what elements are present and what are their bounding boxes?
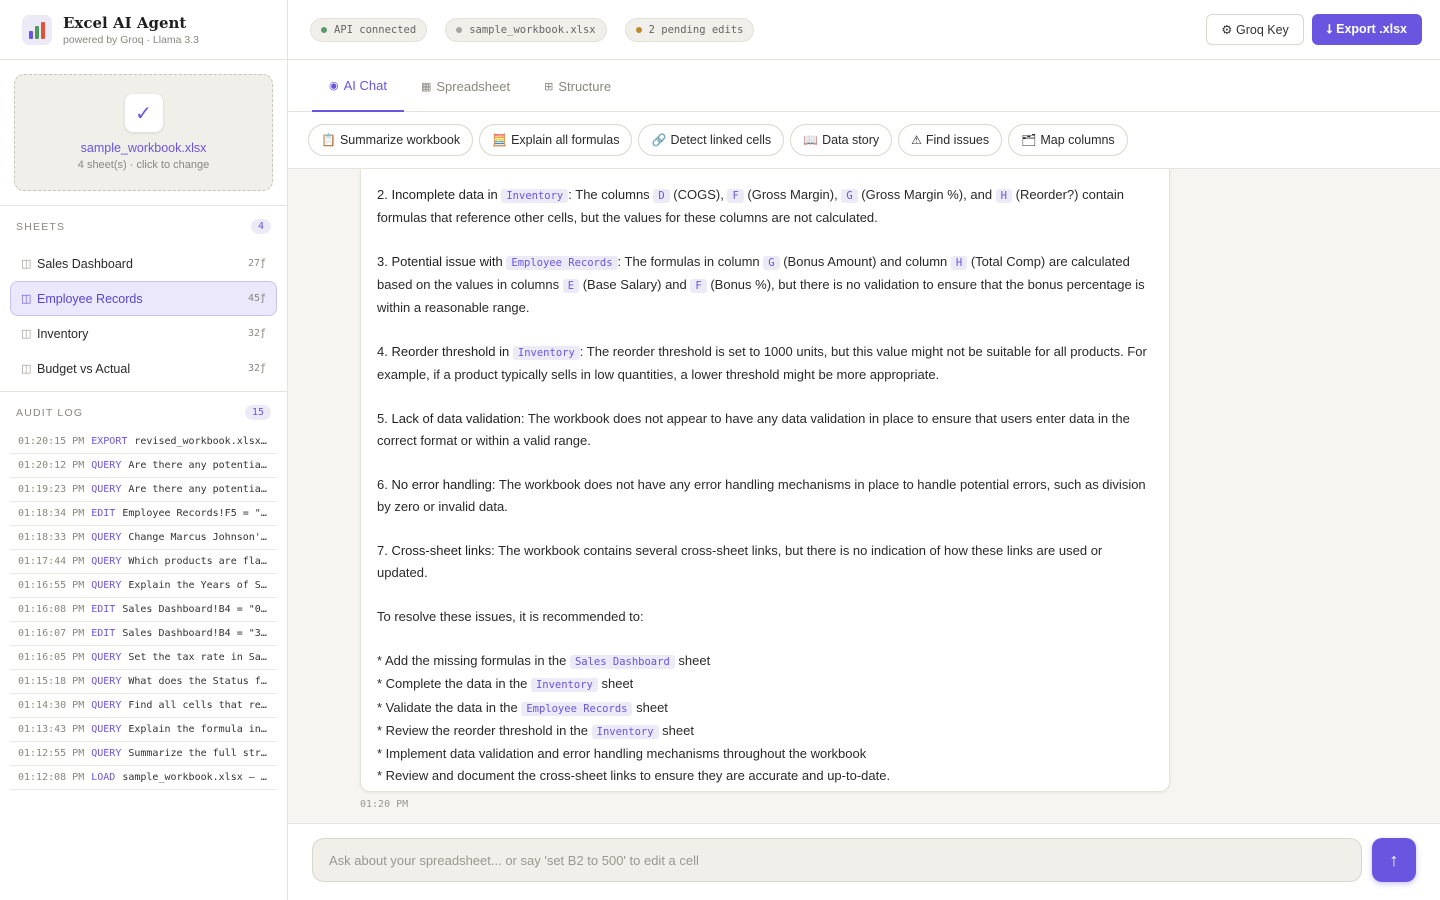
audit-text: Sales Dashboard!B4 = "3… bbox=[122, 628, 267, 639]
status-dot-icon bbox=[321, 27, 327, 33]
send-arrow-icon[interactable]: ↑ bbox=[1372, 838, 1416, 882]
audit-text: revised_workbook.xlsx… bbox=[134, 436, 267, 447]
list-item: * Review the reorder threshold in the Inventory sheet bbox=[377, 722, 694, 738]
message-paragraph: 6. No error handling: The workbook does not have any error handling mechanisms in place to handle potential errors, such as division by zero or invalid data. bbox=[377, 477, 1146, 514]
audit-log-row[interactable] bbox=[10, 550, 277, 574]
audit-time: 01:14:30 PM bbox=[18, 700, 85, 711]
bar-chart-icon bbox=[22, 15, 52, 45]
api-status-text: API connected bbox=[334, 23, 417, 36]
formula-count: 32ƒ bbox=[247, 328, 266, 339]
sheet-chip: Employee Records bbox=[521, 702, 632, 716]
audit-time: 01:20:12 PM bbox=[18, 460, 85, 471]
message-paragraph: To resolve these issues, it is recommended to: bbox=[377, 609, 644, 624]
audit-type: QUERY bbox=[91, 676, 122, 687]
app-subtitle: powered by Groq · Llama 3.3 bbox=[63, 33, 199, 46]
column-chip: D bbox=[653, 189, 669, 203]
quick-action-label: Detect linked cells bbox=[670, 133, 772, 147]
checkmark-icon: ✓ bbox=[125, 94, 163, 132]
sheet-item-employee-records[interactable] bbox=[10, 281, 277, 316]
audit-log-row[interactable] bbox=[10, 478, 277, 502]
data-story-button[interactable] bbox=[790, 124, 892, 156]
audit-count-badge: 15 bbox=[245, 405, 271, 420]
audit-log-row[interactable] bbox=[10, 694, 277, 718]
quick-action-label: Data story bbox=[822, 133, 880, 147]
sheet-name: Inventory bbox=[37, 326, 89, 341]
message-paragraph: 3. Potential issue with Employee Records : The formulas in column G (Bonus Amount) and column H (Total Comp) are calculated based on the values in columns E (Base Salary) and F (Bonus %), but there is no validation to ensure that the bonus percentage is within a reasonable range. bbox=[377, 254, 1145, 315]
audit-log-row[interactable] bbox=[10, 670, 277, 694]
warning-icon: ⚠ bbox=[911, 133, 922, 147]
audit-text: Sales Dashboard!B4 = "0… bbox=[122, 604, 267, 615]
quick-action-label: Map columns bbox=[1040, 133, 1115, 147]
audit-type: LOAD bbox=[91, 772, 116, 783]
list-item: * Review and document the cross-sheet links to ensure they are accurate and up-to-date. bbox=[377, 768, 891, 784]
detect-linked-cells-button[interactable] bbox=[638, 124, 784, 156]
audit-log-list bbox=[0, 430, 287, 790]
audit-time: 01:17:44 PM bbox=[18, 556, 85, 567]
audit-time: 01:16:07 PM bbox=[18, 628, 85, 639]
sheet-chip: Inventory bbox=[513, 346, 580, 360]
chat-input[interactable] bbox=[312, 838, 1362, 882]
audit-time: 01:18:34 PM bbox=[18, 508, 85, 519]
audit-time: 01:13:43 PM bbox=[18, 724, 85, 735]
sheet-item-inventory[interactable] bbox=[10, 316, 277, 351]
folder-index-icon: 🗂 bbox=[1021, 133, 1037, 147]
chat-input-bar bbox=[288, 823, 1440, 900]
message-paragraph: 5. Lack of data validation: The workbook does not appear to have any data validation in place to ensure that users enter data in the correct format or within a valid range. bbox=[377, 411, 1130, 448]
audit-text: Employee Records!F5 = "… bbox=[122, 508, 267, 519]
abacus-icon: 🧮 bbox=[492, 133, 508, 147]
audit-log-row[interactable] bbox=[10, 430, 277, 454]
sheet-grid-icon: ◫ bbox=[21, 258, 32, 270]
audit-time: 01:12:55 PM bbox=[18, 748, 85, 759]
audit-time: 01:12:08 PM bbox=[18, 772, 85, 783]
find-issues-button[interactable] bbox=[898, 124, 1002, 156]
audit-log-label: AUDIT LOG bbox=[16, 406, 84, 419]
audit-type: QUERY bbox=[91, 556, 122, 567]
audit-log-row[interactable] bbox=[10, 454, 277, 478]
column-chip: F bbox=[727, 189, 743, 203]
sheet-name: Employee Records bbox=[37, 291, 143, 306]
uploaded-filename: sample_workbook.xlsx bbox=[80, 141, 207, 155]
tab-label: Spreadsheet bbox=[436, 78, 511, 94]
audit-type: QUERY bbox=[91, 532, 122, 543]
audit-text: Explain the formula in… bbox=[128, 724, 267, 735]
sheet-chip: Inventory bbox=[592, 725, 659, 739]
audit-log-row[interactable] bbox=[10, 526, 277, 550]
audit-text: Are there any potentia… bbox=[128, 460, 267, 471]
audit-type: QUERY bbox=[91, 460, 122, 471]
audit-type: QUERY bbox=[91, 748, 122, 759]
summarize-workbook-button[interactable] bbox=[308, 124, 473, 156]
chat-radio-icon: ◉ bbox=[329, 79, 339, 92]
audit-time: 01:19:23 PM bbox=[18, 484, 85, 495]
message-timestamp: 01:20 PM bbox=[360, 799, 409, 810]
tab-ai-chat[interactable] bbox=[312, 60, 404, 112]
map-columns-button[interactable] bbox=[1008, 124, 1128, 156]
sheet-grid-icon: ◫ bbox=[21, 328, 32, 340]
audit-type: EXPORT bbox=[91, 436, 128, 447]
status-dot-icon bbox=[636, 27, 642, 33]
sheet-name: Sales Dashboard bbox=[37, 256, 133, 271]
audit-text: Find all cells that re… bbox=[128, 700, 267, 711]
groq-key-button[interactable]: ⚙ Groq Key bbox=[1206, 14, 1303, 45]
app-title: Excel AI Agent bbox=[63, 13, 187, 32]
sheet-item-sales-dashboard[interactable] bbox=[10, 246, 277, 281]
export-xlsx-button[interactable]: ⭣ Export .xlsx bbox=[1312, 14, 1422, 45]
audit-type: QUERY bbox=[91, 724, 122, 735]
audit-time: 01:20:15 PM bbox=[18, 436, 85, 447]
clipboard-icon: 📋 bbox=[321, 133, 336, 147]
audit-time: 01:16:05 PM bbox=[18, 652, 85, 663]
audit-text: Which products are fla… bbox=[128, 556, 267, 567]
api-status-pill bbox=[310, 18, 427, 42]
audit-text: Are there any potentia… bbox=[128, 484, 267, 495]
main-tabs bbox=[288, 60, 1440, 112]
chat-panel[interactable] bbox=[288, 169, 1440, 823]
assistant-message bbox=[360, 169, 1170, 792]
audit-log-row[interactable] bbox=[10, 766, 277, 790]
audit-text: Change Marcus Johnson'… bbox=[128, 532, 267, 543]
tab-spreadsheet[interactable] bbox=[404, 60, 527, 112]
audit-type: EDIT bbox=[91, 604, 116, 615]
link-icon: 🔗 bbox=[651, 133, 667, 147]
sheet-grid-icon: ◫ bbox=[21, 363, 32, 375]
file-status-text: sample_workbook.xlsx bbox=[469, 23, 596, 36]
audit-time: 01:15:18 PM bbox=[18, 676, 85, 687]
column-chip: G bbox=[763, 256, 779, 270]
audit-text: Explain the Years of S… bbox=[128, 580, 267, 591]
formula-count: 27ƒ bbox=[247, 258, 266, 269]
recommendation-list bbox=[377, 650, 1153, 788]
audit-time: 01:16:08 PM bbox=[18, 604, 85, 615]
audit-text: What does the Status f… bbox=[128, 676, 267, 687]
sidebar bbox=[0, 0, 288, 900]
quick-action-label: Explain all formulas bbox=[511, 133, 620, 147]
audit-log-row[interactable] bbox=[10, 598, 277, 622]
audit-log-row[interactable] bbox=[10, 718, 277, 742]
audit-log-row[interactable] bbox=[10, 646, 277, 670]
sheet-item-budget-vs-actual[interactable] bbox=[10, 351, 277, 386]
formula-count: 32ƒ bbox=[247, 363, 266, 374]
sheet-grid-icon: ◫ bbox=[21, 293, 32, 305]
message-paragraph: 4. Reorder threshold in Inventory : The reorder threshold is set to 1000 units, but this value might not be suitable for all products. For example, if a product typically sells in low quantities, a lower threshold might be more appropriate. bbox=[377, 344, 1147, 382]
sheets-count-badge: 4 bbox=[251, 219, 271, 234]
list-item: * Complete the data in the Inventory sheet bbox=[377, 676, 634, 692]
file-status-pill bbox=[445, 18, 606, 42]
status-dot-icon bbox=[456, 27, 462, 33]
audit-type: QUERY bbox=[91, 652, 122, 663]
audit-log-section bbox=[0, 392, 287, 790]
message-paragraph: 2. Incomplete data in Inventory : The columns D (COGS), F (Gross Margin), G (Gross Margin %), and H (Reorder?) contain formulas that reference other cells, but the values for these columns are not calculated. bbox=[377, 187, 1125, 225]
audit-log-row[interactable] bbox=[10, 502, 277, 526]
list-item: * Validate the data in the Employee Records sheet bbox=[377, 699, 668, 715]
audit-time: 01:16:55 PM bbox=[18, 580, 85, 591]
list-item: * Add the missing formulas in the Sales Dashboard sheet bbox=[377, 653, 711, 668]
audit-type: EDIT bbox=[91, 508, 116, 519]
audit-log-row[interactable] bbox=[10, 742, 277, 766]
audit-type: EDIT bbox=[91, 628, 116, 639]
file-upload-zone[interactable] bbox=[14, 74, 273, 191]
column-chip: H bbox=[996, 189, 1012, 203]
audit-text: sample_workbook.xlsx — … bbox=[122, 772, 267, 783]
column-chip: E bbox=[563, 279, 579, 293]
upload-hint: 4 sheet(s) · click to change bbox=[77, 159, 210, 171]
sheets-section bbox=[0, 205, 287, 392]
list-item: * Implement data validation and error handling mechanisms throughout the workbook bbox=[377, 746, 867, 762]
audit-log-row[interactable] bbox=[10, 622, 277, 646]
sheet-chip: Inventory bbox=[531, 678, 598, 692]
quick-action-label: Summarize workbook bbox=[339, 133, 461, 147]
audit-text: Set the tax rate in Sa… bbox=[128, 652, 267, 663]
pending-edits-pill bbox=[625, 18, 755, 42]
explain-formulas-button[interactable] bbox=[479, 124, 632, 156]
audit-type: QUERY bbox=[91, 484, 122, 495]
audit-text: Summarize the full str… bbox=[128, 748, 267, 759]
column-chip: G bbox=[841, 189, 857, 203]
audit-log-row[interactable] bbox=[10, 574, 277, 598]
formula-count: 45ƒ bbox=[247, 293, 266, 304]
audit-type: QUERY bbox=[91, 580, 122, 591]
sheet-chip: Employee Records bbox=[506, 256, 617, 270]
book-icon: 📖 bbox=[803, 133, 819, 147]
tab-label: AI Chat bbox=[343, 77, 387, 93]
brand-header bbox=[0, 0, 287, 60]
column-chip: F bbox=[690, 279, 706, 293]
tab-structure[interactable] bbox=[527, 60, 628, 112]
audit-time: 01:18:33 PM bbox=[18, 532, 85, 543]
quick-action-label: Find issues bbox=[925, 133, 990, 147]
message-paragraph: 7. Cross-sheet links: The workbook contains several cross-sheet links, but there is no indication of how these links are used or updated. bbox=[377, 543, 1103, 580]
audit-type: QUERY bbox=[91, 700, 122, 711]
grid-icon: ▦ bbox=[420, 80, 432, 93]
top-bar bbox=[288, 0, 1440, 60]
quick-actions-bar bbox=[288, 112, 1440, 169]
tab-label: Structure bbox=[558, 78, 612, 94]
sheet-chip: Sales Dashboard bbox=[570, 655, 675, 669]
column-chip: H bbox=[951, 256, 967, 270]
pending-edits-text: 2 pending edits bbox=[648, 23, 744, 36]
structure-icon: ⊞ bbox=[544, 80, 554, 93]
sheet-name: Budget vs Actual bbox=[37, 361, 131, 376]
sheets-label: SHEETS bbox=[16, 220, 66, 233]
sheet-chip: Inventory bbox=[501, 189, 568, 203]
